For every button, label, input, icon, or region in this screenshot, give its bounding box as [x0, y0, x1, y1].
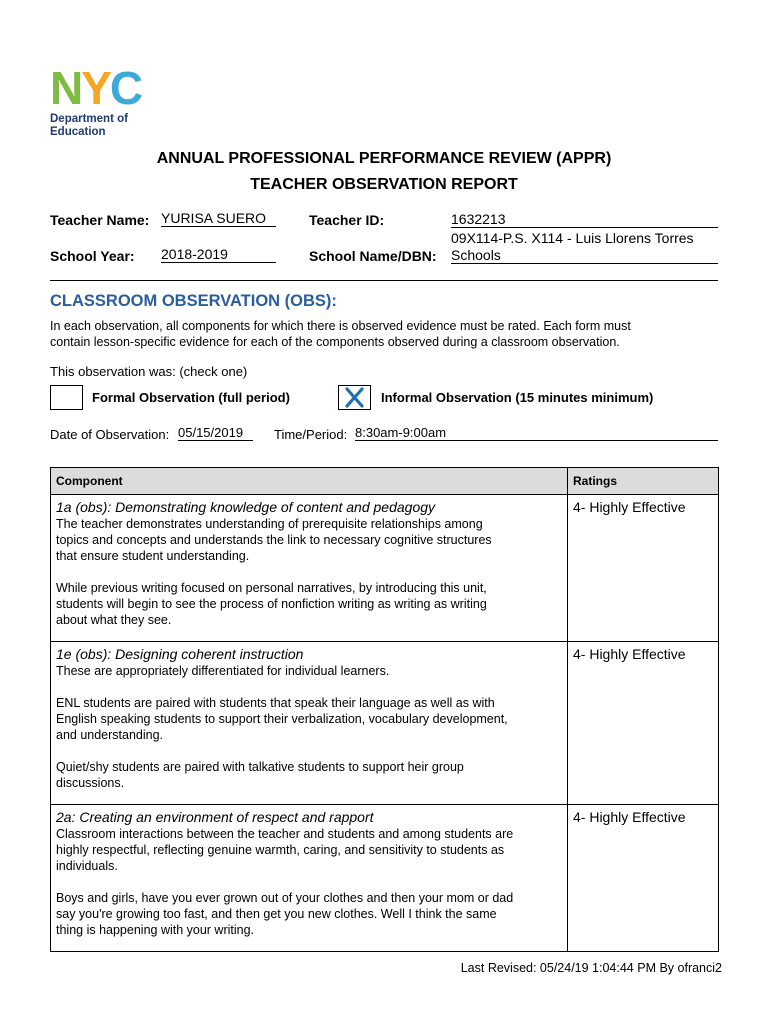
intro-line-1: In each observation, all components for which there is observed evidence must be rated. Each form must — [50, 319, 631, 333]
evidence-line: ENL students are paired with students that speak their language as well as with — [56, 696, 495, 710]
evidence-line: Quiet/shy students are paired with talkative students to support heir group — [56, 760, 464, 774]
nyc-doe-logo — [50, 66, 160, 136]
evidence-line: highly respectful, reflecting genuine warmth, caring, and sensitivity to students as — [56, 843, 505, 857]
evidence-line: individuals. — [56, 859, 118, 873]
school-year-value: 2018-2019 — [161, 246, 276, 263]
formal-observation-label: Formal Observation (full period) — [92, 390, 290, 405]
logo-line-2: Education — [50, 126, 106, 138]
ratings-column-header: Ratings — [568, 468, 719, 495]
teacher-id-value: 1632213 — [451, 211, 718, 228]
school-name-line-1: 09X114-P.S. X114 - Luis Llorens Torres — [451, 230, 694, 246]
component-cell — [51, 495, 568, 642]
school-name-label: School Name/DBN: — [309, 248, 437, 264]
nyc-logo-icon — [50, 66, 158, 108]
school-year-label: School Year: — [50, 248, 135, 264]
check-x-icon — [339, 386, 370, 409]
table-header-row — [51, 468, 719, 495]
time-label: Time/Period: — [274, 427, 348, 442]
evidence-line: that ensure student understanding. — [56, 549, 250, 563]
school-name-line-2: Schools — [451, 247, 718, 264]
evidence-line: Boys and girls, have you ever grown out of your clothes and then your mom or dad — [56, 891, 514, 905]
table-row — [51, 495, 719, 642]
table-row — [51, 642, 719, 805]
time-value: 8:30am-9:00am — [355, 425, 718, 441]
table-row — [51, 805, 719, 952]
component-cell — [51, 805, 568, 952]
evidence-line: about what they see. — [56, 613, 172, 627]
last-revised-footer: Last Revised: 05/24/19 1:04:44 PM By ofranci2 — [460, 961, 722, 975]
rating-value: 4- Highly Effective — [573, 809, 686, 825]
rating-value: 4- Highly Effective — [573, 646, 686, 662]
teacher-name-value: YURISA SUERO — [161, 210, 276, 227]
teacher-id-label: Teacher ID: — [309, 212, 385, 228]
check-prompt: This observation was: (check one) — [50, 364, 248, 379]
evidence-line: topics and concepts and understands the link to necessary cognitive structures — [56, 533, 492, 547]
report-title-line-1: ANNUAL PROFESSIONAL PERFORMANCE REVIEW (APPR) — [156, 150, 612, 167]
evidence-line: and understanding. — [56, 728, 164, 742]
evidence-line: These are appropriately differentiated for individual learners. — [56, 664, 390, 678]
svg-text:NYC: NYC — [50, 66, 142, 108]
section-heading: CLASSROOM OBSERVATION (OBS): — [50, 292, 337, 310]
component-column-header: Component — [51, 468, 568, 495]
evidence-line: While previous writing focused on personal narratives, by introducing this unit, — [56, 581, 487, 595]
teacher-name-label: Teacher Name: — [50, 212, 150, 228]
evidence-line: thing is happening with your writing. — [56, 923, 255, 937]
rating-cell — [568, 642, 719, 805]
rating-cell — [568, 805, 719, 952]
evidence-line: The teacher demonstrates understanding of prerequisite relationships among — [56, 517, 483, 531]
evidence-line: discussions. — [56, 776, 125, 790]
date-value: 05/15/2019 — [178, 425, 253, 441]
observation-table — [50, 467, 719, 952]
intro-line-2: contain lesson-specific evidence for each of the components observed during a classroom observation. — [50, 335, 620, 349]
rating-value: 4- Highly Effective — [573, 499, 686, 515]
formal-observation-checkbox[interactable] — [50, 385, 83, 410]
informal-observation-checkbox[interactable] — [338, 385, 371, 410]
informal-observation-label: Informal Observation (15 minutes minimum) — [381, 390, 654, 405]
component-title: 1a (obs): Demonstrating knowledge of content and pedagogy — [56, 499, 436, 515]
date-label: Date of Observation: — [50, 427, 170, 442]
component-title: 2a: Creating an environment of respect and rapport — [56, 809, 374, 825]
component-title: 1e (obs): Designing coherent instruction — [56, 646, 304, 662]
evidence-line: English speaking students to support their verbalization, vocabulary development, — [56, 712, 508, 726]
evidence-line: Classroom interactions between the teacher and students and among students are — [56, 827, 514, 841]
report-title-line-2: TEACHER OBSERVATION REPORT — [250, 176, 518, 193]
rating-cell — [568, 495, 719, 642]
evidence-line: say you're growing too fast, and then get you new clothes. Well I think the same — [56, 907, 497, 921]
evidence-line: students will begin to see the process of nonfiction writing as writing as writing — [56, 597, 487, 611]
component-cell — [51, 642, 568, 805]
logo-line-1: Department of — [50, 113, 128, 125]
divider — [50, 280, 718, 281]
